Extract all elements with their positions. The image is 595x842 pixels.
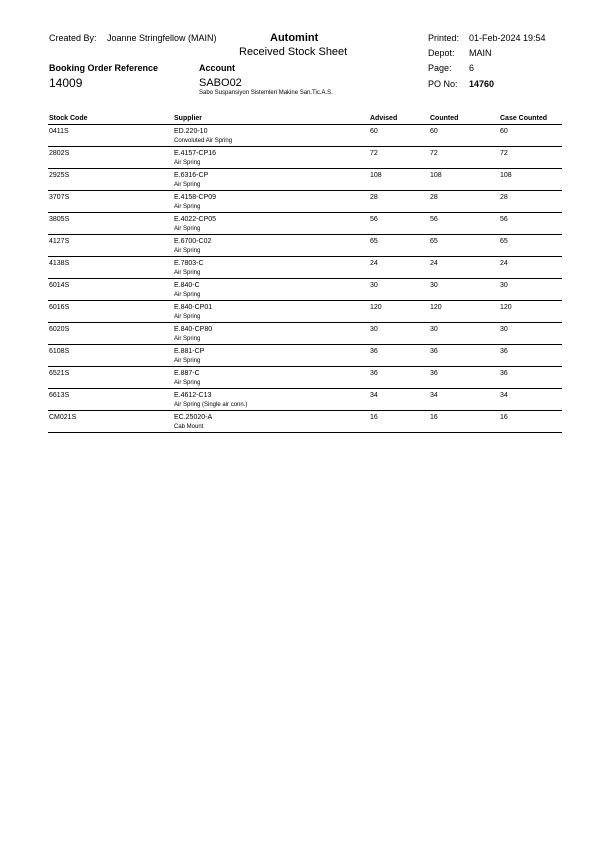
advised-cell: 120 <box>370 304 382 311</box>
case-counted-cell: 72 <box>500 150 508 157</box>
supplier-code-cell: EC.25020-A <box>174 414 213 421</box>
advised-cell: 36 <box>370 348 378 355</box>
row-divider <box>48 146 562 147</box>
advised-cell: 24 <box>370 260 378 267</box>
supplier-code-cell: E.4612-C13 <box>174 392 212 399</box>
booking-reference-value: 14009 <box>49 76 83 90</box>
item-description-cell: Air Spring <box>174 270 201 276</box>
printed-value: 01-Feb-2024 19:54 <box>469 33 546 43</box>
supplier-code-cell: E.4157-CP16 <box>174 150 217 157</box>
created-by-label: Created By: <box>49 33 97 43</box>
row-divider <box>48 190 562 191</box>
document-title: Received Stock Sheet <box>239 46 348 58</box>
counted-cell: 108 <box>430 172 442 179</box>
advised-cell: 72 <box>370 150 378 157</box>
counted-cell: 36 <box>430 348 438 355</box>
column-header-counted: Counted <box>430 115 459 122</box>
case-counted-cell: 120 <box>500 304 512 311</box>
case-counted-cell: 36 <box>500 370 508 377</box>
stock-code-cell: 6014S <box>49 282 70 289</box>
created-by-value: Joanne Stringfellow (MAIN) <box>107 33 217 43</box>
column-header-advised: Advised <box>370 115 398 122</box>
stock-code-cell: 2802S <box>49 150 70 157</box>
case-counted-cell: 34 <box>500 392 508 399</box>
case-counted-cell: 30 <box>500 326 508 333</box>
printed-label: Printed: <box>428 33 460 43</box>
stock-code-cell: 0411S <box>49 128 69 135</box>
stock-code-cell: 3707S <box>49 194 70 201</box>
counted-cell: 65 <box>430 238 438 245</box>
supplier-code-cell: E.6700-C02 <box>174 238 212 245</box>
row-divider <box>48 366 562 367</box>
po-label: PO No: <box>428 79 458 89</box>
booking-reference-label: Booking Order Reference <box>49 63 159 73</box>
item-description-cell: Air Spring <box>174 358 201 364</box>
row-divider <box>48 388 562 389</box>
supplier-code-cell: E.7803-C <box>174 260 204 267</box>
row-divider <box>48 300 562 301</box>
row-divider <box>48 278 562 279</box>
supplier-code-cell: ED.220-10 <box>174 128 208 135</box>
counted-cell: 30 <box>430 282 438 289</box>
counted-cell: 60 <box>430 128 438 135</box>
item-description-cell: Air Spring <box>174 314 201 320</box>
row-divider <box>48 168 562 169</box>
stock-code-cell: 6521S <box>49 370 70 377</box>
counted-cell: 24 <box>430 260 438 267</box>
supplier-code-cell: E.887-C <box>174 370 200 377</box>
company-name: Automint <box>270 32 319 44</box>
case-counted-cell: 108 <box>500 172 512 179</box>
advised-cell: 108 <box>370 172 382 179</box>
case-counted-cell: 36 <box>500 348 508 355</box>
header-divider <box>48 124 562 125</box>
counted-cell: 34 <box>430 392 438 399</box>
item-description-cell: Air Spring (Single air conn.) <box>174 402 248 408</box>
advised-cell: 28 <box>370 194 378 201</box>
counted-cell: 72 <box>430 150 438 157</box>
depot-label: Depot: <box>428 48 455 58</box>
item-description-cell: Cab Mount <box>174 424 204 430</box>
counted-cell: 30 <box>430 326 438 333</box>
advised-cell: 56 <box>370 216 378 223</box>
page-number: 6 <box>469 63 475 73</box>
case-counted-cell: 60 <box>500 128 508 135</box>
page-label: Page: <box>428 63 452 73</box>
row-divider <box>48 322 562 323</box>
row-divider <box>48 234 562 235</box>
supplier-code-cell: E.4022-CP05 <box>174 216 217 223</box>
case-counted-cell: 28 <box>500 194 508 201</box>
case-counted-cell: 30 <box>500 282 508 289</box>
advised-cell: 60 <box>370 128 378 135</box>
supplier-code-cell: E.840-CP01 <box>174 304 213 311</box>
item-description-cell: Air Spring <box>174 160 201 166</box>
stock-code-cell: 6108S <box>49 348 70 355</box>
column-header-supplier: Supplier <box>174 115 203 122</box>
supplier-code-cell: E.4158-CP09 <box>174 194 217 201</box>
counted-cell: 36 <box>430 370 438 377</box>
item-description-cell: Air Spring <box>174 182 201 188</box>
stock-code-cell: 6613S <box>49 392 70 399</box>
supplier-code-cell: E.840-C <box>174 282 200 289</box>
item-description-cell: Air Spring <box>174 204 201 210</box>
stock-code-cell: 3805S <box>49 216 70 223</box>
item-description-cell: Air Spring <box>174 336 201 342</box>
case-counted-cell: 16 <box>500 414 508 421</box>
row-divider <box>48 410 562 411</box>
advised-cell: 36 <box>370 370 378 377</box>
item-description-cell: Air Spring <box>174 380 201 386</box>
case-counted-cell: 56 <box>500 216 508 223</box>
stock-code-cell: CM021S <box>49 414 77 421</box>
item-description-cell: Convoluted Air Spring <box>174 138 233 144</box>
counted-cell: 16 <box>430 414 438 421</box>
stock-code-cell: 4138S <box>49 260 70 267</box>
column-header-case-counted: Case Counted <box>500 115 548 122</box>
row-divider <box>48 256 562 257</box>
row-divider <box>48 212 562 213</box>
row-divider <box>48 344 562 345</box>
column-header-stock-code: Stock Code <box>49 115 88 122</box>
advised-cell: 16 <box>370 414 378 421</box>
account-name: Sabo Suspansiyon Sistemleri Makine San.Tic.A.S. <box>199 90 333 96</box>
stock-code-cell: 2925S <box>49 172 70 179</box>
row-divider <box>48 432 562 433</box>
advised-cell: 30 <box>370 282 378 289</box>
case-counted-cell: 24 <box>500 260 508 267</box>
advised-cell: 34 <box>370 392 378 399</box>
counted-cell: 120 <box>430 304 442 311</box>
supplier-code-cell: E.840-CP80 <box>174 326 213 333</box>
po-number: 14760 <box>469 79 495 89</box>
case-counted-cell: 65 <box>500 238 508 245</box>
counted-cell: 56 <box>430 216 438 223</box>
supplier-code-cell: E.881-CP <box>174 348 205 355</box>
item-description-cell: Air Spring <box>174 292 201 298</box>
advised-cell: 65 <box>370 238 378 245</box>
advised-cell: 30 <box>370 326 378 333</box>
stock-code-cell: 6020S <box>49 326 70 333</box>
stock-code-cell: 6016S <box>49 304 70 311</box>
item-description-cell: Air Spring <box>174 248 201 254</box>
account-label: Account <box>199 63 235 73</box>
counted-cell: 28 <box>430 194 438 201</box>
depot-value: MAIN <box>469 48 492 58</box>
account-code: SABO02 <box>199 77 242 89</box>
item-description-cell: Air Spring <box>174 226 201 232</box>
supplier-code-cell: E.6316-CP <box>174 172 209 179</box>
stock-code-cell: 4127S <box>49 238 70 245</box>
